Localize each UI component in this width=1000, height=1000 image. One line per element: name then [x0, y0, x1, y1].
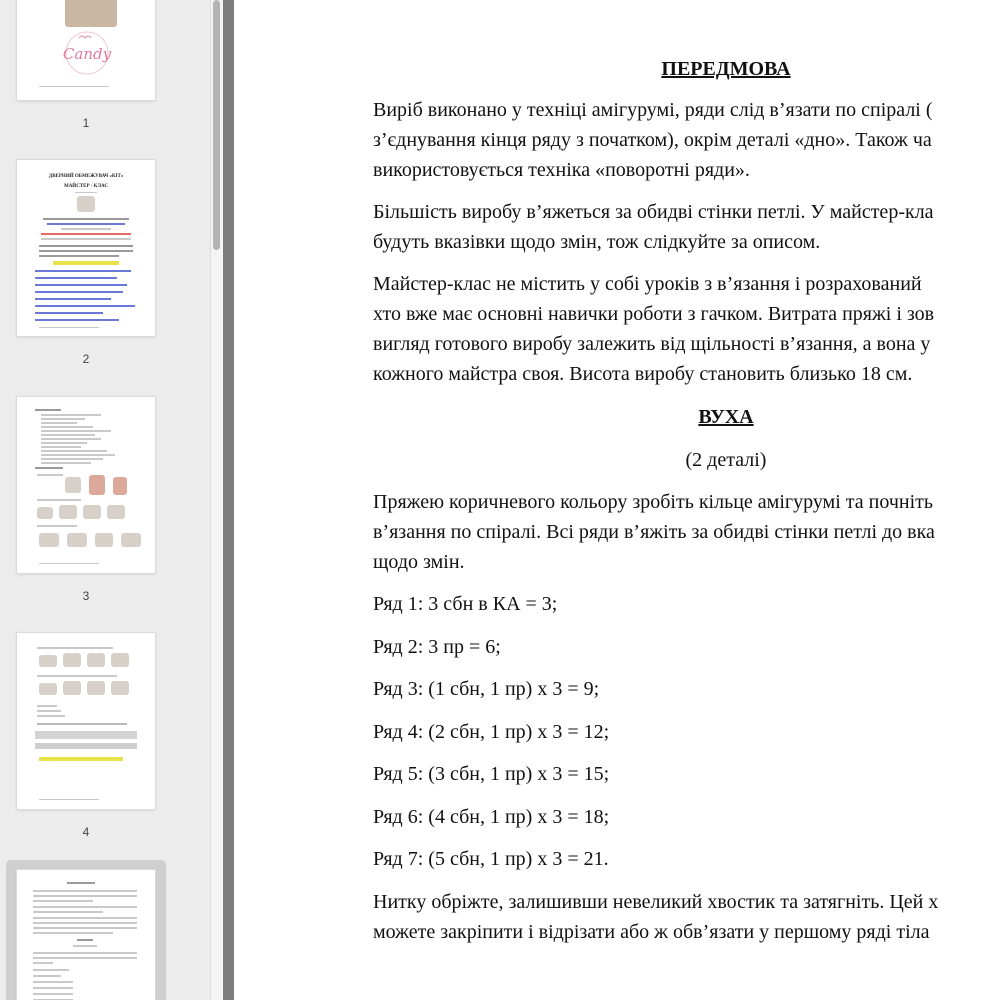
preface-line: Більшість виробу в’яжеться за обидві стінки петлі. У майстер-кла: [373, 201, 934, 223]
pattern-row: Ряд 3: (1 сбн, 1 пр) х 3 = 9;: [373, 678, 600, 700]
candy-logo: Candy: [57, 30, 117, 76]
preface-line: будуть вказівки щодо змін, тож слідкуйте за описом.: [373, 231, 821, 253]
page-number-2: 2: [82, 352, 90, 366]
preface-line: з’єднування кінця ряду з початком), окрім деталі «дно». Також ча: [373, 129, 932, 151]
sidebar-scrollbar-thumb[interactable]: [213, 0, 220, 250]
pattern-row: Ряд 6: (4 сбн, 1 пр) х 3 = 18;: [373, 806, 610, 828]
closing-line: можете закріпити і відрізати або ж обв’язати у першому ряді тіла: [373, 921, 930, 943]
page-thumbnail-2[interactable]: ДВЕРНИЙ ОБМЕЖУВАЧ «КІТ» МАЙСТЕР - КЛАС: [17, 160, 155, 336]
preface-line: Майстер-клас не містить у собі уроків з в’язання і розрахований: [373, 273, 922, 295]
ear-intro-line: щодо змін.: [373, 551, 465, 573]
page-number-3: 3: [82, 589, 90, 603]
pattern-row: Ряд 5: (3 сбн, 1 пр) х 3 = 15;: [373, 763, 610, 785]
preface-line: кожного майстра своя. Висота виробу становить близько 18 см.: [373, 363, 913, 385]
preface-line: Виріб виконано у техніці амігурумі, ряди слід в’язати по спіралі (: [373, 99, 933, 121]
ear-intro-line: в’язання по спіралі. Всі ряди в’яжіть за обидві стінки петлі до вка: [373, 521, 935, 543]
pattern-row: Ряд 4: (2 сбн, 1 пр) х 3 = 12;: [373, 721, 610, 743]
sidebar-divider: [223, 0, 234, 1000]
ear-heading: ВУХА: [698, 406, 754, 428]
sidebar-scrollbar[interactable]: [210, 0, 224, 1000]
page-thumbnail-5[interactable]: [17, 870, 155, 1000]
cat-photo: [77, 196, 95, 212]
preface-line: вигляд готового виробу залежить від щільності в’язання, а вона у: [373, 333, 931, 355]
page-number-1: 1: [82, 116, 90, 130]
page-thumbnail-1[interactable]: [17, 0, 155, 100]
document-page: [234, 0, 1000, 1000]
preface-heading: ПЕРЕДМОВА: [661, 58, 791, 80]
ear-intro-line: Пряжею коричневого кольору зробіть кільце амігурумі та почніть: [373, 491, 933, 513]
preface-line: хто вже має основні навички роботи з гачком. Витрата пряжі і зов: [373, 303, 935, 325]
closing-line: Нитку обріжте, залишивши невеликий хвостик та затягніть. Цей х: [373, 891, 939, 913]
page-thumbnail-3[interactable]: [17, 397, 155, 573]
page-number-4: 4: [82, 825, 90, 839]
cover-photo: [65, 0, 117, 27]
ear-count: (2 деталі): [685, 449, 767, 471]
page-thumbnail-4[interactable]: [17, 633, 155, 809]
preface-line: використовується техніка «поворотні ряди».: [373, 159, 750, 181]
pattern-row: Ряд 7: (5 сбн, 1 пр) х 3 = 21.: [373, 848, 609, 870]
thumbnail-sidebar: [0, 0, 210, 1000]
pattern-row: Ряд 1: 3 сбн в КА = 3;: [373, 593, 558, 615]
pattern-row: Ряд 2: 3 пр = 6;: [373, 636, 501, 658]
